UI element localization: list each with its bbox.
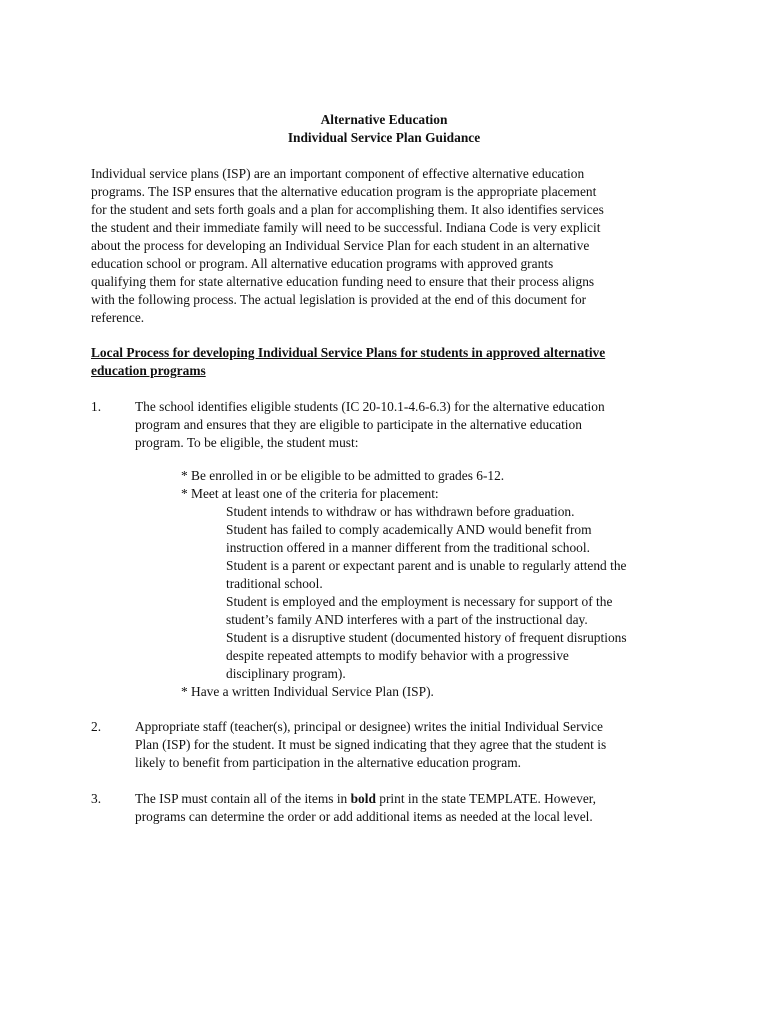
intro-line: reference. bbox=[91, 310, 145, 325]
item-line: Plan (ISP) for the student. It must be signed indicating that they agree that the student is bbox=[135, 737, 607, 752]
intro-line: with the following process. The actual legislation is provided at the end of this document for bbox=[91, 292, 587, 307]
bullet-isp: * Have a written Individual Service Plan (ISP). bbox=[181, 684, 434, 699]
title-line-1: Alternative Education bbox=[320, 112, 448, 127]
criteria-line: instruction offered in a manner different from the traditional school. bbox=[226, 540, 590, 555]
intro-line: education school or program. All alternative education programs with approved grants bbox=[91, 256, 554, 271]
item-line: The school identifies eligible students (IC 20-10.1-4.6-6.3) for the alternative education bbox=[135, 399, 605, 414]
item-number: 3. bbox=[91, 791, 102, 806]
item-line: program. To be eligible, the student must: bbox=[135, 435, 359, 450]
item-line: program and ensures that they are eligible to participate in the alternative education bbox=[135, 417, 582, 432]
criteria-line: disciplinary program). bbox=[226, 666, 346, 681]
intro-line: Individual service plans (ISP) are an important component of effective alternative education bbox=[91, 166, 585, 181]
item-text bbox=[135, 718, 695, 772]
item-line bbox=[135, 790, 695, 808]
item-text bbox=[135, 398, 695, 452]
heading-line-2: education programs bbox=[91, 363, 206, 378]
item-text bbox=[135, 790, 695, 826]
heading-line-1: Local Process for developing Individual Service Plans for students in approved alternative bbox=[91, 345, 606, 360]
intro-line: for the student and sets forth goals and a plan for accomplishing them. It also identifies services bbox=[91, 202, 604, 217]
item-line: Appropriate staff (teacher(s), principal or designee) writes the initial Individual Service bbox=[135, 719, 603, 734]
criteria-line: Student is employed and the employment is necessary for support of the bbox=[226, 594, 613, 609]
intro-line: the student and their immediate family will need to be successful. Indiana Code is very explicit bbox=[91, 220, 601, 235]
bullet-criteria: * Meet at least one of the criteria for placement: bbox=[181, 486, 439, 501]
item-line: programs can determine the order or add additional items as needed at the local level. bbox=[135, 809, 593, 824]
intro-line: about the process for developing an Individual Service Plan for each student in an alternative bbox=[91, 238, 590, 253]
item-line-part: print in the state TEMPLATE. However, bbox=[375, 791, 597, 806]
section-heading bbox=[91, 344, 691, 380]
bullet-enrolled: * Be enrolled in or be eligible to be admitted to grades 6-12. bbox=[181, 468, 505, 483]
criteria-line: Student intends to withdraw or has withdrawn before graduation. bbox=[226, 504, 575, 519]
item-line: likely to benefit from participation in the alternative education program. bbox=[135, 755, 521, 770]
criteria-line: despite repeated attempts to modify behavior with a progressive bbox=[226, 648, 569, 663]
intro-paragraph bbox=[91, 165, 691, 327]
criteria-line: Student is a disruptive student (documented history of frequent disruptions bbox=[226, 630, 627, 645]
intro-line: qualifying them for state alternative education funding need to ensure that their process aligns bbox=[91, 274, 595, 289]
item-line-part: The ISP must contain all of the items in bbox=[135, 791, 351, 806]
criteria-line: traditional school. bbox=[226, 576, 323, 591]
item-number: 1. bbox=[91, 399, 102, 414]
document-title bbox=[0, 111, 768, 147]
title-line-2: Individual Service Plan Guidance bbox=[287, 130, 481, 145]
intro-line: programs. The ISP ensures that the alternative education program is the appropriate placement bbox=[91, 184, 597, 199]
criteria-line: Student is a parent or expectant parent and is unable to regularly attend the bbox=[226, 558, 627, 573]
bold-word: bold bbox=[350, 791, 376, 806]
item-number: 2. bbox=[91, 719, 102, 734]
criteria-line: Student has failed to comply academically AND would benefit from bbox=[226, 522, 592, 537]
criteria-line: student’s family AND interferes with a part of the instructional day. bbox=[226, 612, 588, 627]
eligibility-bullets bbox=[181, 467, 701, 701]
